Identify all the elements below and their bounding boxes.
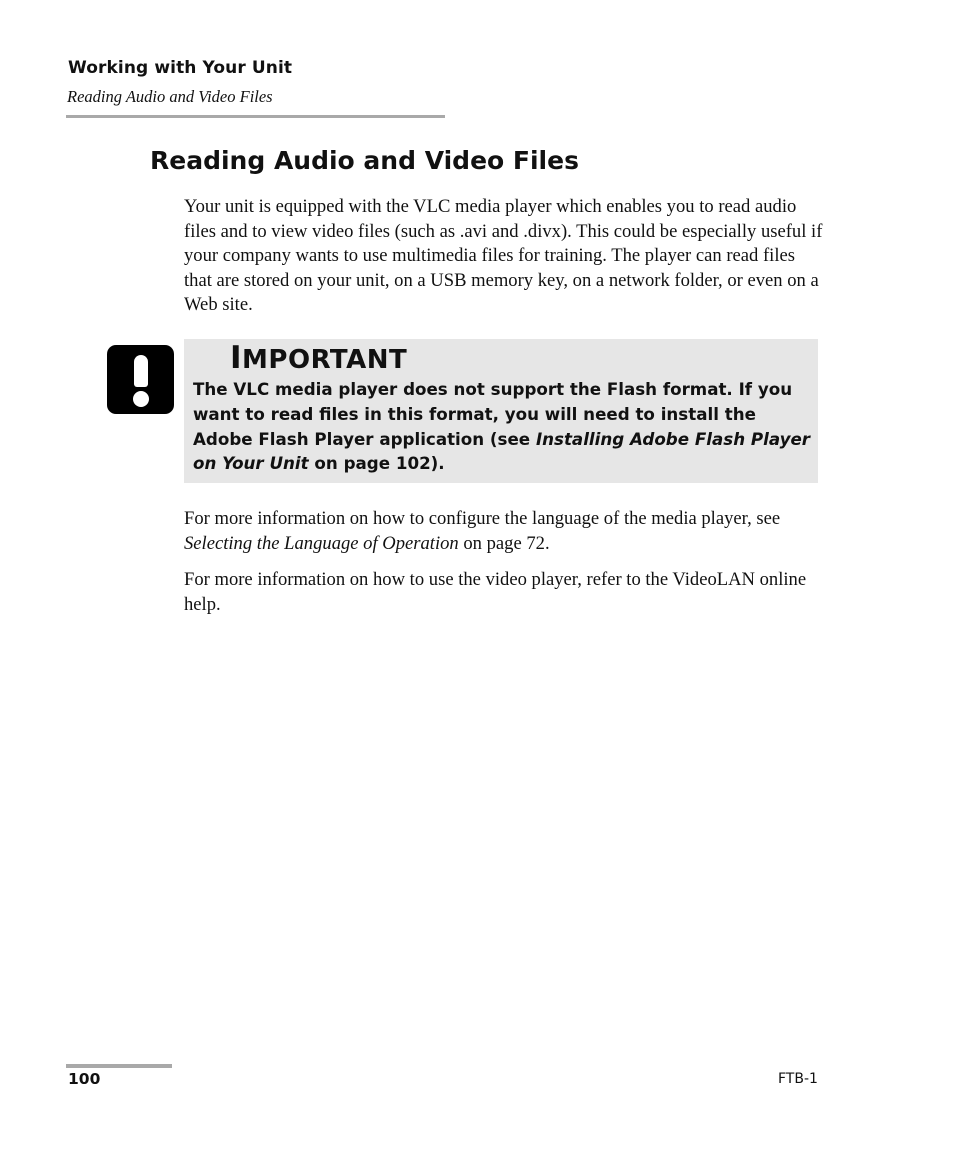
- intro-paragraph: Your unit is equipped with the VLC media player which enables you to read audio files and to view video files (such as .avi and .divx). This could be especially useful if your company wants to use multimedia files for training. The player can read files that are stored on your unit, on a USB memory key, on a network folder, or even on a Web site.: [184, 196, 823, 315]
- language-link[interactable]: Selecting the Language of Operation: [184, 532, 459, 554]
- running-header-section: Reading Audio and Video Files: [67, 87, 273, 106]
- header-divider: [66, 115, 445, 118]
- important-text: The VLC media player does not support the Flash format. If you want to read files in this format, you will need to install the Adobe Flash Player application (see Installing Adobe Flash Player on Your Unit on page 102).: [193, 379, 811, 474]
- running-header-chapter: Working with Your Unit: [68, 58, 293, 78]
- help-paragraph: For more information on how to use the video player, refer to the VideoLAN online help.: [184, 569, 807, 615]
- footer-divider: [66, 1064, 172, 1068]
- page-title: Reading Audio and Video Files: [150, 146, 579, 175]
- document-code: FTB-1: [778, 1071, 818, 1087]
- language-paragraph: For more information on how to configure the language of the media player, see Selecting the Language of Operation on page 72.: [184, 508, 781, 554]
- page-number: 100: [68, 1070, 101, 1088]
- important-title: IMPORTANT: [230, 340, 408, 376]
- important-link[interactable]: Installing Adobe Flash Player on Your Unit: [193, 428, 811, 474]
- important-icon: [107, 345, 174, 414]
